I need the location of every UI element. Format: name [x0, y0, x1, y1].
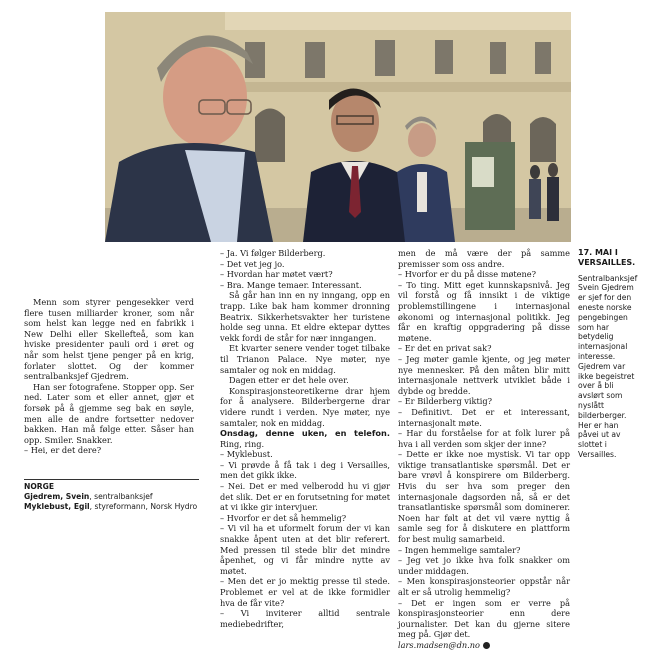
- paragraph-text: – Er Bilderberg viktig?: [398, 396, 493, 407]
- paragraph: [398, 354, 570, 396]
- paragraph-text: Dagen etter er det hele over.: [229, 375, 349, 386]
- caption-text: Sentralbanksjef Svein Gjedrem er sjef for den eneste norske pengebingen som har betydelig internasjonal interesse. Gjedrem var ikke begeistret over å bli avslørt som nyslått bilderberger. Her er han påvei ut av slottet i Versailles.: [578, 273, 638, 459]
- paragraph: [398, 407, 570, 428]
- paragraph: [220, 523, 390, 576]
- paragraph-text: – Men det er jo mektig presse til stede. Problemet er vel at de ikke formidler hva de får vite?: [220, 576, 390, 608]
- paragraph-text: – Hvorfor er du på disse møtene?: [398, 269, 537, 280]
- paragraph: [220, 449, 390, 460]
- fact-box-item: [24, 492, 199, 502]
- paragraph-text: – Har du forståelse for at folk lurer på hva i all verden som skjer der inne?: [398, 428, 570, 449]
- paragraph-text: – Hvordan har møtet vært?: [220, 269, 333, 280]
- paragraph-text: Et kvarter senere vender toget tilbake til Trianon Palace. Nye møter, nye samtaler og nok en middag.: [220, 343, 390, 375]
- paragraph: [398, 598, 570, 640]
- participant-role: , styreformann, Norsk Hydro: [89, 502, 198, 511]
- article-column-1: [24, 297, 194, 456]
- paragraph: [220, 269, 390, 280]
- end-mark-icon: [483, 642, 490, 649]
- paragraph: [220, 280, 390, 291]
- paragraph-text: men de må være der på samme premisser som oss andre.: [398, 248, 570, 269]
- paragraph-text: – To ting. Mitt eget kunnskapsnivå. Jeg vil forstå og få innsikt i de viktige problemstillingene i internasjonal økonomi og internasjonal politikk. Jeg får en kraftig oppgradering på disse møtene.: [398, 279, 570, 343]
- paragraph-text: – Er det en privat sak?: [398, 343, 492, 354]
- author-email[interactable]: lars.madsen@dn.no: [398, 639, 480, 650]
- photo-caption: [578, 248, 638, 460]
- article-column-2: [220, 248, 390, 629]
- caption-place: VERSAILLES.: [578, 257, 636, 267]
- paragraph: [398, 449, 570, 544]
- caption-date: 17. MAI I: [578, 248, 618, 257]
- paragraph: [398, 555, 570, 576]
- fact-box-item: [24, 502, 199, 512]
- paragraph: [220, 513, 390, 524]
- paragraph: [398, 396, 570, 407]
- paragraph-text: Ring, ring.: [220, 438, 265, 449]
- paragraph-text: – Dette er ikke noe mystisk. Vi tar opp viktige transatlantiske spørsmål. Det er bare vrøvl å konspirere om Bilderberg. Hvis du ser hva som preger den internasjonale dagsorden nå, så er det transatlantiske spørsmål som dominerer. Noen har følt at det vil være nyttig å samle seg for å diskutere en plattform for best mulig samarbeid.: [398, 449, 570, 545]
- paragraph: [220, 386, 390, 428]
- paragraph-text: – Myklebust.: [220, 449, 273, 460]
- participant-name: Myklebust, Egil: [24, 502, 90, 511]
- news-photo: [105, 12, 571, 242]
- paragraph-text: – Men konspirasjonsteorier oppstår når alt er så utrolig hemmelig?: [398, 576, 570, 597]
- paragraph: [220, 481, 390, 513]
- paragraph-text: – Vi vil ha et uformelt forum der vi kan snakke åpent uten at det blir referert. Med pressen til stede blir det mindre åpenhet, og vi får mindre nytte av møtet.: [220, 523, 390, 576]
- paragraph-text: – Vi inviterer alltid sentrale mediebedrifter,: [220, 608, 390, 629]
- paragraph: [398, 269, 570, 280]
- fact-box-heading: NORGE: [24, 482, 55, 491]
- section-lead: Onsdag, denne uken, en telefon.: [220, 428, 390, 439]
- paragraph: [398, 280, 570, 344]
- fact-box: [24, 479, 199, 512]
- paragraph-text: – Ja. Vi følger Bilderberg.: [220, 248, 326, 258]
- paragraph-text: – Jeg vet jo ikke hva folk snakker om under middagen.: [398, 555, 570, 576]
- paragraph: Menn som styrer pengesekker verd flere tusen milliarder kroner, som når som helst kan legge ned en fabrikk i New Delhi eller Skellefteå, som kan hviske presidenter pauli ord i øret og når som helst tjene penger på en krig, forlater slottet. Og der kommer sentralbanksjef Gjedrem.: [24, 297, 194, 382]
- paragraph-text: – Vi prøvde å få tak i deg i Versailles, men det gikk ikke.: [220, 459, 390, 481]
- paragraph: [398, 428, 570, 449]
- paragraph-text: – Jeg møter gamle kjente, og jeg møter nye mennesker. På den måten blir mitt internasjonale nettverk utviklet både i dybde og bredde.: [398, 353, 570, 396]
- paragraph: [398, 576, 570, 597]
- paragraph-text: Så går han inn en ny inngang, opp en trapp. Like bak ham kommer dronning Beatrix. Sikkerhetsvakter her turistene holde seg unna. Et eldre ektepar dyttes vekk fordi de står for nær inngangen.: [220, 290, 390, 343]
- paragraph: [220, 608, 390, 629]
- paragraph: [398, 343, 570, 354]
- paragraph: [220, 576, 390, 608]
- article-column-3: [398, 248, 570, 651]
- paragraph-text: – Hvorfor er det så hemmelig?: [220, 512, 347, 523]
- paragraph: – Hei, er det dere?: [24, 445, 102, 456]
- paragraph-text: – Definitivt. Det er et interessant, internasjonalt møte.: [398, 406, 570, 428]
- participant-role: , sentralbanksjef: [89, 492, 153, 501]
- paragraph-text: Konspirasjonsteoretikerne drar hjem for å analysere. Bilderbergerne drar videre rundt i verden. Nye møter, nye samtaler, nok en middag.: [220, 385, 390, 428]
- paragraph: [220, 259, 390, 270]
- paragraph-text: – Nei. Det er med velberodd hu vi gjør det slik. Det er en forutsetning for møtet at vi ikke gir intervjuer.: [220, 481, 390, 513]
- paragraph: [220, 343, 390, 375]
- byline: [398, 640, 570, 651]
- paragraph: [220, 248, 390, 259]
- paragraph-text: – Bra. Mange temaer. Interessant.: [220, 279, 362, 290]
- paragraph: [220, 428, 390, 449]
- paragraph: [220, 460, 390, 481]
- paragraph-text: – Det vet jeg jo.: [220, 258, 285, 269]
- paragraph: [220, 375, 390, 386]
- paragraph: [398, 248, 570, 269]
- paragraph-text: – Ingen hemmelige samtaler?: [398, 544, 521, 555]
- paragraph: [220, 290, 390, 343]
- paragraph: Han ser fotografene. Stopper opp. Ser ned. Later som et eller annet, gjør et forsøk på å gjemme seg bak en søyle, men alle de andre fortsetter nedover bakken. Han må følge etter. Såser han opp. Smiler. Snakker.: [24, 381, 194, 445]
- paragraph-text: – Det er ingen som er verre på konspirasjonsteorier enn dere journalister. Det kan du gjerne sitere meg på. Gjør det.: [398, 597, 570, 640]
- participant-name: Gjedrem, Svein: [24, 492, 90, 501]
- paragraph: [398, 545, 570, 556]
